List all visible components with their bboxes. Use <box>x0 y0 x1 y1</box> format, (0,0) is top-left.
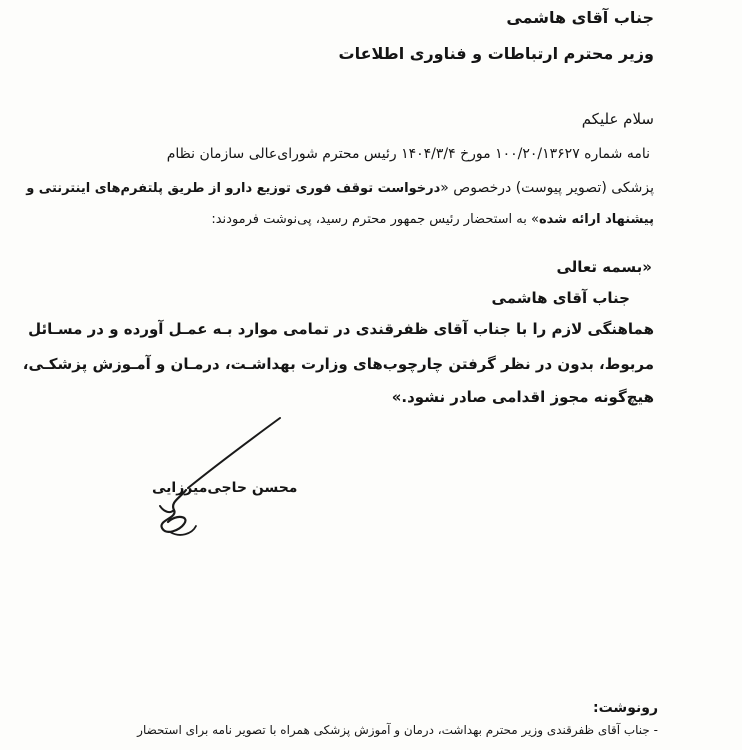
body-line-2-start: پزشکی (تصویر پیوست) درخصوص « <box>440 180 654 196</box>
directive-addressee: جناب آقای هاشمی <box>491 289 630 307</box>
directive-line-3: هیچ‌گونه مجوز اقدامی صادر نشود.» <box>391 388 654 406</box>
directive-line-1: هماهنگی لازم را با جناب آقای ظفرقندی در تمامی موارد بـه عمـل آورده و در مسـائل <box>28 320 654 338</box>
body-line-3-end: » به استحضار رئیس جمهور محترم رسید، پی‌نوشت فرمودند: <box>211 212 539 227</box>
cc-line-1: - جناب آقای ظفرقندی وزیر محترم بهداشت، درمان و آموزش پزشکی همراه با تصویر نامه برای استحضار <box>137 723 658 737</box>
addressee-title: وزیر محترم ارتباطات و فناوری اطلاعات <box>338 44 654 63</box>
body-line-3-bold: پیشنهاد ارائه شده <box>538 212 654 227</box>
addressee-name: جناب آقای هاشمی <box>506 8 654 27</box>
directive-line-2: مربوط، بدون در نظر گرفتن چارچوب‌های وزارت بهداشـت، درمـان و آمـوزش پزشکـی، <box>22 355 654 373</box>
signatory-name: محسن حاجی‌میرزایی <box>152 480 298 496</box>
cc-heading: رونوشت: <box>593 700 658 716</box>
body-line-1: نامه شماره ۱۰۰/۲۰/۱۳۶۲۷ مورخ ۱۴۰۴/۳/۴ رئیس محترم شورای‌عالی سازمان نظام <box>166 146 650 162</box>
body-line-3 <box>211 212 654 227</box>
directive-open: «بسمه تعالی <box>556 258 652 276</box>
greeting: سلام علیکم <box>581 110 654 128</box>
body-line-2-bold: درخواست توقف فوری توزیع دارو از طریق پلتفرم‌های اینترنتی و <box>26 181 441 196</box>
body-line-2 <box>26 180 654 196</box>
handwritten-signature-icon <box>140 410 320 545</box>
